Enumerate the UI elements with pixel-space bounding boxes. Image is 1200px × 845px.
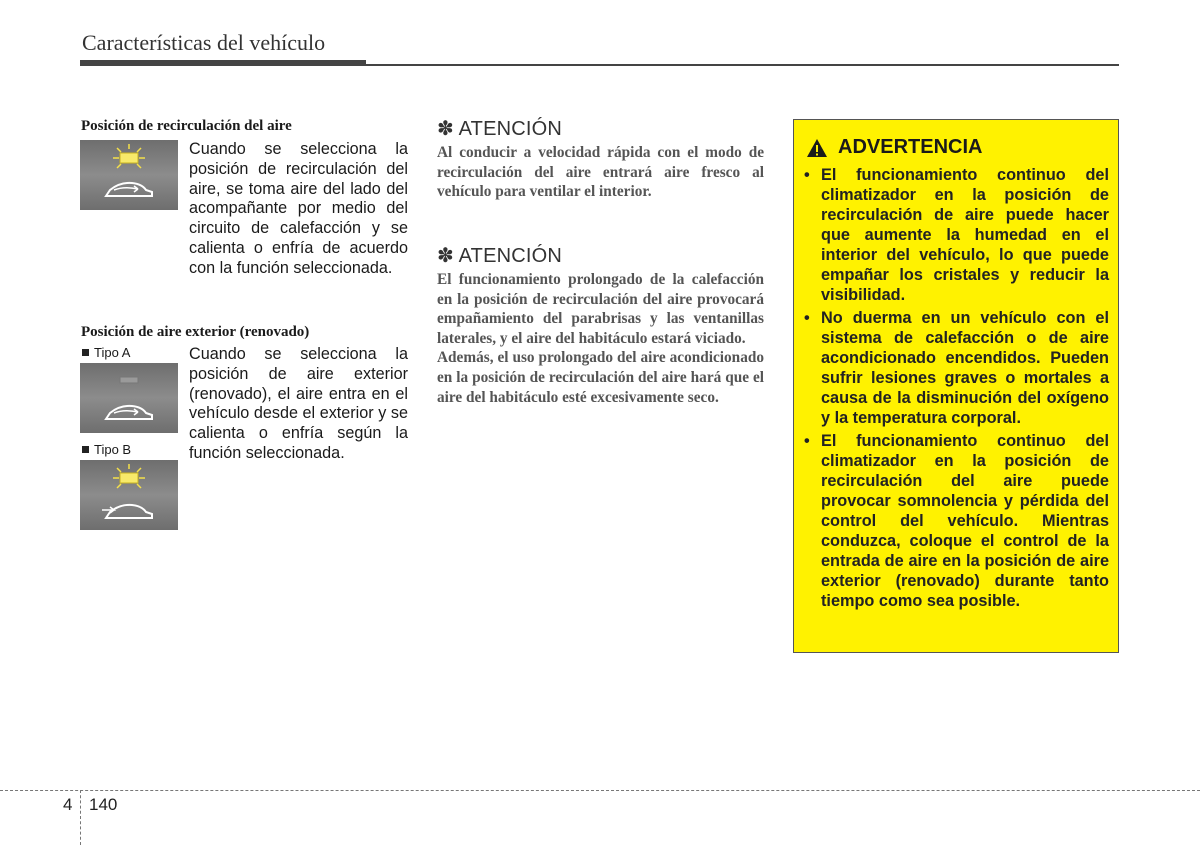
warning-heading	[806, 136, 982, 159]
type-b-button-image	[80, 460, 178, 530]
attention-text-2	[437, 270, 764, 407]
warning-box	[793, 119, 1119, 653]
chapter-number: 4	[63, 795, 73, 814]
type-a-label	[82, 345, 130, 360]
warning-list	[804, 162, 1109, 611]
warning-item: • El funcionamiento continuo del climatizador en la posición de recirculación del aire puede provocar somnolencia y pérdida del control del vehículo. Mientras conduzca, coloque el control de la entrada de aire en la posición de aire exterior (renovado) durante tanto tiempo como sea posible.	[804, 431, 1109, 611]
outside-description: Cuando se selecciona la posición de aire exterior (renovado), el aire entra en el vehículo desde el exterior y se calienta o enfría según la función seleccionada.	[189, 345, 408, 462]
footer-vertical-rule	[80, 790, 81, 845]
page-number: 140	[89, 795, 118, 814]
type-a-button-image	[80, 363, 178, 433]
attention-title-1: ✽ ATENCIÓN	[437, 118, 563, 140]
attention-para-1: Al conducir a velocidad rápida con el modo de recirculación del aire entrará aire fresco al vehículo para ventilar el interior.	[437, 144, 764, 201]
header-rule-thin	[366, 64, 1119, 66]
warning-title: ADVERTENCIA	[838, 136, 983, 158]
recirc-description: Cuando se selecciona la posición de recirculación del aire, se toma aire del lado del acompañante por medio del circuito de calefacción y se calienta o enfría de acuerdo con la función seleccionada.	[189, 140, 408, 277]
type-b-text: Tipo B	[94, 442, 132, 457]
outside-heading: Posición de aire exterior (renovado)	[81, 324, 310, 340]
warning-triangle-icon	[806, 138, 828, 158]
type-b-label	[82, 442, 131, 457]
footer-rule	[0, 790, 1200, 791]
square-bullet-icon	[82, 446, 89, 453]
type-a-text: Tipo A	[94, 345, 131, 360]
page-header-title: Características del vehículo	[82, 30, 326, 55]
header-rule	[80, 60, 366, 66]
attention-title-2: ✽ ATENCIÓN	[437, 245, 563, 267]
outside-air-button-icon	[80, 363, 178, 433]
warning-item: • El funcionamiento continuo del climatizador en la posición de recirculación de aire puede hacer que aumente la humedad en el interior del vehículo, lo que puede empañar los cristales y reducir la visibilidad.	[804, 165, 1109, 305]
recirc-button-image	[80, 140, 178, 210]
warning-item: • No duerma en un vehículo con el sistema de calefacción o de aire acondicionado encendidos. Pueden sufrir lesiones graves o mortales a causa de la disminución del oxígeno y la temperatura corporal.	[804, 308, 1109, 428]
outside-air-indicator-icon	[80, 460, 178, 530]
attention-text-1	[437, 143, 764, 202]
recirc-heading: Posición de recirculación del aire	[81, 118, 292, 134]
square-bullet-icon	[82, 349, 89, 356]
attention-para-2b: Además, el uso prolongado del aire acondicionado en la posición de recirculación del aire hará que el aire del habitáculo esté excesivamente seco.	[437, 349, 764, 406]
recirc-button-icon	[80, 140, 178, 210]
attention-para-2a: El funcionamiento prolongado de la calefacción en la posición de recirculación del aire provocará empañamiento del parabrisas y las ventanillas laterales, y el aire del habitáculo estará viciado.	[437, 271, 764, 347]
